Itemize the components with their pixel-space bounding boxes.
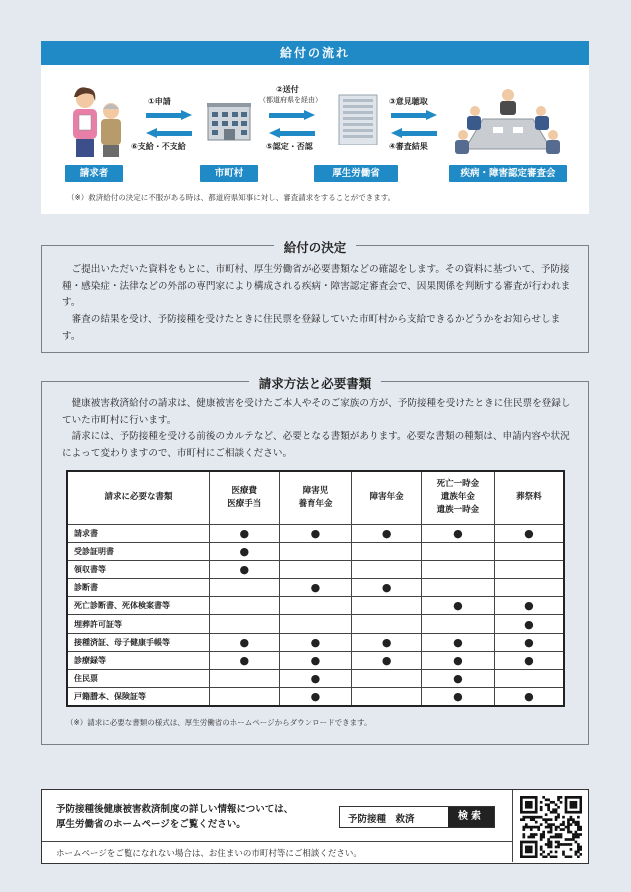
info-footer (41, 789, 589, 864)
empty-cell (352, 542, 422, 560)
arrow-right-3 (391, 110, 437, 120)
document-name-cell: 受診証明書 (67, 542, 209, 560)
empty-cell (209, 688, 279, 706)
required-mark-cell: ● (422, 651, 495, 669)
empty-cell (209, 597, 279, 615)
empty-cell (494, 560, 564, 578)
table-row (67, 579, 564, 597)
required-mark-cell: ● (494, 651, 564, 669)
step4-label: ④審査結果 (389, 142, 428, 151)
required-mark-cell: ● (422, 670, 495, 688)
required-mark-cell: ● (494, 615, 564, 633)
step1-label: ①申請 (148, 97, 171, 106)
required-documents-table (66, 470, 565, 707)
empty-cell (352, 688, 422, 706)
table-row (67, 542, 564, 560)
required-mark-cell: ● (494, 633, 564, 651)
step6-label: ⑥支給・不支給 (131, 142, 186, 151)
empty-cell (279, 597, 352, 615)
required-mark-cell: ● (279, 633, 352, 651)
empty-cell (494, 579, 564, 597)
col-header: 障害児 養育年金 (279, 471, 352, 524)
required-mark-cell: ● (279, 579, 352, 597)
empty-cell (422, 542, 495, 560)
required-mark-cell: ● (279, 670, 352, 688)
method-paragraph-1: 健康被害救済給付の請求は、健康被害を受けたご本人やそのご家族の方が、予防接種を受けたときに住民票を登録していた市町村に行います。 (62, 398, 571, 426)
benefit-flow-section (41, 41, 589, 214)
required-mark-cell: ● (422, 524, 495, 542)
table-row (67, 651, 564, 669)
required-mark-cell: ● (494, 597, 564, 615)
document-name-cell: 領収書等 (67, 560, 209, 578)
table-row (67, 670, 564, 688)
document-name-cell: 戸籍謄本、保険証等 (67, 688, 209, 706)
required-mark-cell: ● (209, 524, 279, 542)
table-row (67, 688, 564, 706)
col-header: 障害年金 (352, 471, 422, 524)
empty-cell (352, 560, 422, 578)
document-name-cell: 診断書 (67, 579, 209, 597)
step3-label: ③意見聴取 (389, 97, 428, 106)
required-mark-cell: ● (422, 688, 495, 706)
decision-paragraph-2: 審査の結果を受け、予防接種を受けたときに住民票を登録していた市町村から支給できるかどうかをお知らせします。 (62, 314, 561, 342)
qr-code-icon[interactable] (520, 796, 582, 858)
footer-line-1: 予防接種後健康被害救済制度の詳しい情報については、 (56, 804, 294, 815)
qr-divider (512, 790, 513, 862)
empty-cell (209, 615, 279, 633)
empty-cell (352, 670, 422, 688)
empty-cell (422, 579, 495, 597)
required-mark-cell: ● (422, 633, 495, 651)
empty-cell (279, 560, 352, 578)
step2-note: （都道府県を経由） (259, 96, 322, 104)
document-name-cell: 診療録等 (67, 651, 209, 669)
mhlw-label: 厚生労働省 (314, 165, 398, 182)
municipality-label: 市町村 (200, 165, 258, 182)
method-title: 請求方法と必要書類 (249, 376, 382, 391)
empty-cell (422, 615, 495, 633)
document-name-cell: 接種済証、母子健康手帳等 (67, 633, 209, 651)
empty-cell (352, 597, 422, 615)
footer-message (56, 802, 293, 832)
required-mark-cell: ● (279, 688, 352, 706)
table-row (67, 524, 564, 542)
corner-header: 請求に必要な書類 (67, 471, 209, 524)
method-paragraph-2: 請求には、予防接種を受ける前後のカルテなど、必要となる書類があります。必要な書類の種類は、申請内容や状況によって変わりますので、市町村にご相談ください。 (62, 431, 570, 459)
arrow-right-2 (269, 110, 315, 120)
step2-label: ②送付 (276, 85, 299, 94)
municipality-building-illustration (207, 103, 251, 141)
table-row (67, 615, 564, 633)
search-text: 予防接種 救済 (348, 814, 415, 825)
required-mark-cell: ● (352, 579, 422, 597)
col-header: 医療費 医療手当 (209, 471, 279, 524)
table-row (67, 597, 564, 615)
arrow-left-5 (269, 128, 315, 138)
required-mark-cell: ● (422, 597, 495, 615)
footer-line-2: 厚生労働省のホームページをご覧ください。 (56, 819, 246, 830)
mhlw-building-illustration (337, 93, 379, 145)
claimant-illustration (65, 85, 127, 159)
required-mark-cell: ● (209, 651, 279, 669)
flow-title: 給付の流れ (41, 41, 589, 65)
document-name-cell: 埋葬許可証等 (67, 615, 209, 633)
required-mark-cell: ● (209, 633, 279, 651)
required-mark-cell: ● (494, 688, 564, 706)
footer-bottom-note: ホームページをご覧になれない場合は、お住まいの市町村等にご相談ください。 (56, 849, 362, 859)
decision-paragraph-1: ご提出いただいた資料をもとに、市町村、厚生労働省が必要書類などの確認をします。その資料に基づいて、予防接種・感染症・法律などの外部の専門家により構成される疾病・障害認定審査会で、因果関係を判断する審査が行われます。 (62, 264, 571, 308)
required-mark-cell: ● (209, 560, 279, 578)
arrow-left-6 (146, 128, 192, 138)
empty-cell (422, 560, 495, 578)
col-header: 死亡一時金 遺族年金 遺族一時金 (422, 471, 495, 524)
arrow-left-4 (391, 128, 437, 138)
decision-title: 給付の決定 (274, 240, 357, 255)
method-footnote: （※）請求に必要な書類の様式は、厚生労働省のホームページからダウンロードできます。 (66, 718, 372, 727)
empty-cell (279, 615, 352, 633)
empty-cell (494, 670, 564, 688)
document-name-cell: 住民票 (67, 670, 209, 688)
table-row (67, 633, 564, 651)
flow-footnote: （※）救済給付の決定に不服がある時は、都道府県知事に対し、審査請求をすることができます。 (67, 193, 396, 202)
council-meeting-illustration (453, 83, 561, 161)
claimant-label: 請求者 (65, 165, 123, 182)
step5-label: ⑤認定・否認 (266, 142, 313, 151)
empty-cell (279, 542, 352, 560)
council-label: 疾病・障害認定審査会 (449, 165, 567, 182)
footer-divider (42, 841, 512, 842)
table-header-row (67, 471, 564, 524)
required-mark-cell: ● (352, 633, 422, 651)
required-mark-cell: ● (352, 651, 422, 669)
empty-cell (209, 670, 279, 688)
required-mark-cell: ● (279, 524, 352, 542)
empty-cell (352, 615, 422, 633)
document-name-cell: 死亡診断書、死体検案書等 (67, 597, 209, 615)
decision-section (41, 240, 589, 353)
required-mark-cell: ● (279, 651, 352, 669)
search-button[interactable]: 検索 (448, 807, 494, 827)
search-box[interactable] (339, 806, 495, 828)
document-name-cell: 請求書 (67, 524, 209, 542)
empty-cell (494, 542, 564, 560)
required-mark-cell: ● (352, 524, 422, 542)
empty-cell (209, 579, 279, 597)
table-row (67, 560, 564, 578)
required-mark-cell: ● (209, 542, 279, 560)
col-header: 葬祭料 (494, 471, 564, 524)
required-mark-cell: ● (494, 524, 564, 542)
arrow-right-1 (146, 110, 192, 120)
